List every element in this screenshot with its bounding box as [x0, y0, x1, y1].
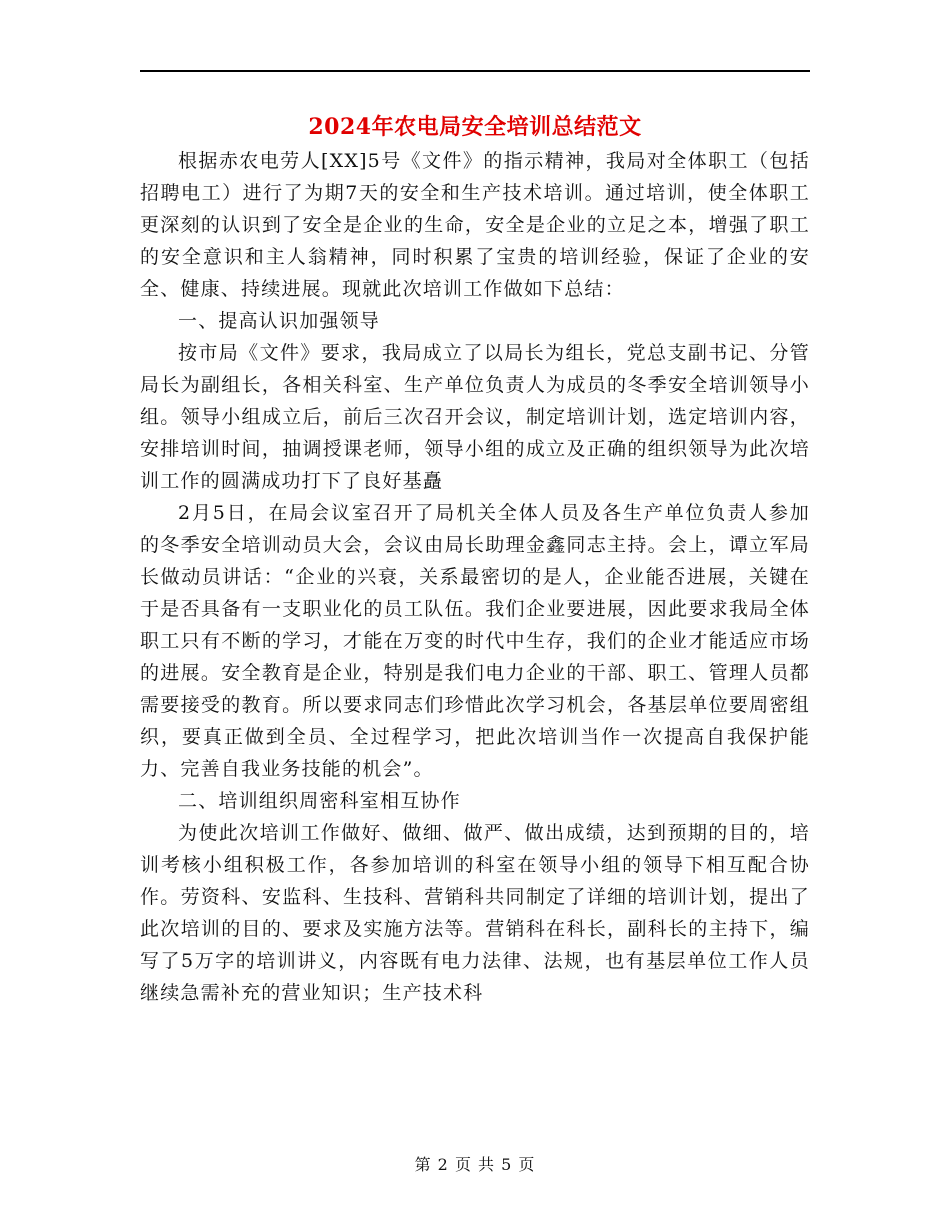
document-body [140, 145, 810, 1009]
section-heading-1: 一、提高认识加强领导 [178, 310, 381, 332]
intro-paragraph: 根据赤农电劳人[XX]5号《文件》的指示精神，我局对全体职工（包括招聘电工）进行了为期7天的安全和生产技术培训。通过培训，使全体职工更深刻的认识到了安全是企业的生命，安全是企业的立足之本，增强了职工的安全意识和主人翁精神，同时积累了宝贵的培训经验，保证了企业的安全、健康、持续进展。现就此次培训工作做如下总结： [140, 150, 810, 300]
section-heading-2: 二、培训组织周密科室相互协作 [178, 790, 461, 812]
header-rule [140, 70, 810, 72]
page-number-footer: 第 2 页 共 5 页 [414, 1155, 536, 1174]
section-2-paragraph: 为使此次培训工作做好、做细、做严、做出成绩，达到预期的目的，培训考核小组积极工作，各参加培训的科室在领导小组的领导下相互配合协作。劳资科、安监科、生技科、营销科共同制定了详细的培训计划，提出了此次培训的目的、要求及实施方法等。营销科在科长，副科长的主持下，编写了5万字的培训讲义，内容既有电力法律、法规，也有基层单位工作人员继续急需补充的营业知识；生产技术科 [140, 822, 810, 1004]
meeting-paragraph: 2月5日，在局会议室召开了局机关全体人员及各生产单位负责人参加的冬季安全培训动员大会，会议由局长助理金鑫同志主持。会上，谭立军局长做动员讲话：“企业的兴衰，关系最密切的是人，企业能否进展，关键在于是否具备有一支职业化的员工队伍。我们企业要进展，因此要求我局全体职工只有不断的学习，才能在万变的时代中生存，我们的企业才能适应市场的进展。安全教育是企业，特别是我们电力企业的干部、职工、管理人员都需要接受的教育。所以要求同志们珍惜此次学习机会，各基层单位要周密组织，要真正做到全员、全过程学习，把此次培训当作一次提高自我保护能力、完善自我业务技能的机会”。 [140, 502, 810, 780]
document-title: 2024年农电局安全培训总结范文 [308, 114, 642, 140]
section-1-paragraph: 按市局《文件》要求，我局成立了以局长为组长，党总支副书记、分管局长为副组长，各相关科室、生产单位负责人为成员的冬季安全培训领导小组。领导小组成立后，前后三次召开会议，制定培训计划，选定培训内容，安排培训时间，抽调授课老师，领导小组的成立及正确的组织领导为此次培训工作的圆满成功打下了良好基矗 [140, 342, 810, 492]
